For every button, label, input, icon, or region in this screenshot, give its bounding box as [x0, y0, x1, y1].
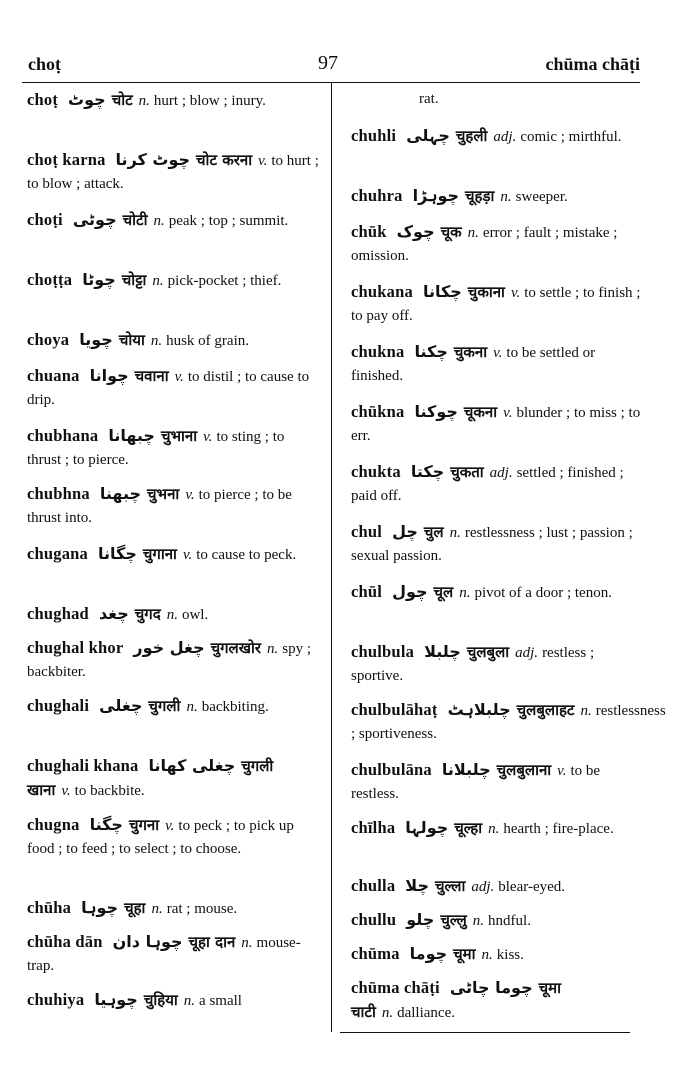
headword: chūha — [27, 898, 72, 917]
definition: comic ; mirthful. — [520, 129, 622, 145]
definition: to cause to peck. — [196, 547, 297, 563]
dictionary-entry — [27, 542, 319, 567]
urdu-form: چبھنا — [99, 484, 142, 503]
urdu-form: چوٹ — [68, 90, 106, 109]
footer-rule — [340, 1032, 630, 1033]
part-of-speech: n. — [150, 333, 163, 349]
dictionary-entry — [351, 184, 641, 209]
dictionary-entry — [27, 328, 319, 353]
definition: a small — [199, 993, 242, 1009]
definition: spy ; backbiter. — [27, 641, 312, 680]
hindi-form: चूमा — [453, 945, 476, 963]
urdu-form: چلبلانا — [441, 760, 491, 779]
part-of-speech: n. — [152, 273, 164, 289]
headword: choṭṭa — [27, 270, 73, 289]
part-of-speech: n. — [151, 901, 163, 917]
urdu-form: چوانا — [89, 366, 129, 385]
definition: restlessness ; sportiveness. — [351, 703, 666, 742]
definition: husk of grain. — [166, 333, 249, 349]
definition: settled ; finished ; paid off. — [351, 465, 624, 504]
dictionary-entry — [27, 813, 319, 861]
page-header — [0, 50, 677, 82]
part-of-speech: n. — [472, 913, 485, 929]
urdu-form: چویا — [79, 330, 113, 349]
urdu-form: چول — [392, 582, 428, 601]
hindi-form: चोट — [111, 91, 133, 109]
urdu-form: چبھانا — [108, 426, 155, 445]
hindi-form: चूहा — [124, 899, 146, 917]
dictionary-entry — [27, 424, 319, 472]
urdu-form: چوٹ کرنا — [115, 150, 191, 169]
urdu-form: چغلی — [99, 696, 143, 715]
continued-definition — [351, 88, 641, 111]
urdu-form: چوہا — [81, 898, 119, 917]
headword: chul — [351, 522, 383, 541]
dictionary-entry — [351, 280, 641, 328]
urdu-form: چوہیا — [94, 990, 138, 1009]
dictionary-entry — [27, 482, 319, 530]
dictionary-entry — [27, 148, 319, 196]
dictionary-entry — [27, 896, 319, 921]
part-of-speech: n. — [381, 1005, 394, 1021]
definition: hearth ; fire-place. — [503, 821, 614, 837]
definition: blunder ; to miss ; to err. — [351, 405, 641, 444]
hindi-form: चुल — [423, 523, 444, 541]
definition: hndful. — [488, 913, 531, 929]
urdu-form: چوما چاٹی — [449, 978, 533, 997]
hindi-form: चूहा दान — [188, 933, 236, 951]
headword: chugana — [27, 544, 89, 563]
hindi-form: चूक — [440, 223, 462, 241]
definition: rat ; mouse. — [166, 901, 238, 917]
headword: chulla — [351, 876, 396, 895]
part-of-speech: n. — [488, 821, 500, 837]
hindi-form: चुभना — [147, 485, 180, 503]
headword: chūha dān — [27, 932, 103, 951]
part-of-speech: v. — [185, 487, 195, 503]
part-of-speech: n. — [580, 703, 592, 719]
dictionary-entry — [27, 754, 319, 803]
dictionary-entry — [27, 930, 319, 978]
part-of-speech: n. — [267, 641, 279, 657]
urdu-form: چوہا دان — [112, 932, 183, 951]
urdu-form: چغد — [98, 604, 129, 623]
definition: blear-eyed. — [498, 879, 566, 895]
hindi-form: चुकना — [453, 343, 488, 361]
urdu-form: چلو — [406, 910, 435, 929]
definition: to be restless. — [351, 763, 601, 802]
urdu-form: چل — [392, 522, 418, 541]
headword: chuhli — [351, 126, 397, 145]
part-of-speech: n. — [153, 213, 165, 229]
part-of-speech: adj. — [471, 879, 495, 895]
hindi-form: चोया — [118, 331, 145, 349]
headword: chūma — [351, 944, 400, 963]
urdu-form: چکانا — [422, 282, 462, 301]
headword: choṭ karna — [27, 150, 106, 169]
headword: chukana — [351, 282, 413, 301]
dictionary-entry — [27, 208, 319, 233]
headword: chubhana — [27, 426, 99, 445]
hindi-form: चुभाना — [160, 427, 198, 445]
urdu-form: چغل خور — [133, 638, 205, 657]
urdu-form: چوٹی — [72, 210, 117, 229]
urdu-form: چوما — [409, 944, 448, 963]
dictionary-entry — [27, 636, 319, 684]
part-of-speech: adj. — [515, 645, 539, 661]
headword: chubhna — [27, 484, 90, 503]
hindi-form: चुगली — [148, 697, 181, 715]
hindi-form: चुगना — [128, 816, 160, 834]
part-of-speech: n. — [183, 993, 196, 1009]
dictionary-entry — [351, 874, 641, 899]
hindi-form: चुकता — [450, 463, 484, 481]
part-of-speech: v. — [182, 547, 193, 563]
headword: chulbula — [351, 642, 415, 661]
dictionary-entry — [351, 220, 641, 268]
hindi-form: चुहली — [455, 127, 488, 145]
definition: to distil ; to cause to drip. — [27, 369, 310, 408]
hindi-form: चूहड़ा — [465, 187, 495, 205]
hindi-form: चूकना — [463, 403, 498, 421]
part-of-speech: n. — [467, 225, 479, 241]
urdu-form: چوہڑا — [412, 186, 460, 205]
part-of-speech: n. — [459, 585, 471, 601]
part-of-speech: v. — [493, 345, 503, 361]
part-of-speech: n. — [241, 935, 253, 951]
left-guide-word: choṭ — [28, 54, 61, 74]
dictionary-entry — [351, 124, 641, 149]
headword: chuana — [27, 366, 80, 385]
definition: restless ; sportive. — [351, 645, 595, 684]
headword: chughad — [27, 604, 89, 623]
part-of-speech: adj. — [493, 129, 517, 145]
headword: chūma chāṭi — [351, 978, 440, 997]
headword: chulbulāna — [351, 760, 432, 779]
hindi-form: चवाना — [134, 367, 169, 385]
hindi-form: चोट्टा — [121, 271, 147, 289]
hindi-form: चुकाना — [467, 283, 505, 301]
definition: to backbite. — [74, 783, 145, 799]
dictionary-entry — [351, 520, 641, 568]
definition: pick-pocket ; thief. — [167, 273, 282, 289]
dictionary-entry — [351, 976, 641, 1025]
headword: chuhra — [351, 186, 403, 205]
urdu-form: چگانا — [98, 544, 137, 563]
part-of-speech: v. — [61, 783, 71, 799]
part-of-speech: v. — [174, 369, 184, 385]
dictionary-entry — [351, 400, 641, 448]
part-of-speech: v. — [203, 429, 213, 445]
headword: chukna — [351, 342, 405, 361]
headword: chuhiya — [27, 990, 85, 1009]
urdu-form: چوٹا — [82, 270, 116, 289]
hindi-form: चुल्लु — [440, 911, 467, 929]
headword: chūkna — [351, 402, 405, 421]
definition: mouse-trap. — [27, 935, 301, 974]
urdu-form: چغلی کھانا — [148, 756, 236, 775]
part-of-speech: v. — [258, 153, 268, 169]
hindi-form: चुगलखोर — [210, 639, 262, 657]
urdu-form: چکنا — [414, 342, 448, 361]
headword: chughali khana — [27, 756, 139, 775]
part-of-speech: n. — [449, 525, 461, 541]
hindi-form: चुगली खाना — [27, 757, 274, 799]
definition: to sting ; to thrust ; to pierce. — [27, 429, 285, 468]
definition: pivot of a door ; tenon. — [474, 585, 612, 601]
urdu-form: چکتا — [410, 462, 445, 481]
hindi-form: चुलबुलाहट — [516, 701, 575, 719]
definition: to be settled or finished. — [351, 345, 596, 384]
definition: dalliance. — [397, 1005, 455, 1021]
headword: chullu — [351, 910, 397, 929]
headword: chulbulāhaṭ — [351, 700, 438, 719]
dictionary-entry — [351, 698, 666, 746]
hindi-form: चूल — [433, 583, 454, 601]
part-of-speech: v. — [510, 285, 521, 301]
urdu-form: چگنا — [89, 815, 123, 834]
part-of-speech: n. — [166, 607, 178, 623]
urdu-form: چولہا — [405, 818, 449, 837]
hindi-form: चूमा चाटी — [351, 979, 561, 1021]
urdu-form: چلبلا — [424, 642, 461, 661]
part-of-speech: n. — [500, 189, 512, 205]
dictionary-entry — [351, 340, 641, 388]
part-of-speech: n. — [186, 699, 198, 715]
urdu-form: چہلی — [406, 126, 450, 145]
hindi-form: चुगद — [134, 605, 161, 623]
definition: peak ; top ; summit. — [168, 213, 289, 229]
headword: choṭi — [27, 210, 63, 229]
dictionary-entry — [27, 694, 319, 719]
part-of-speech: adj. — [489, 465, 513, 481]
part-of-speech: v. — [165, 818, 175, 834]
dictionary-entry — [27, 602, 319, 627]
hindi-form: चुल्ला — [434, 877, 466, 895]
right-guide-word: chūma chāṭi — [545, 54, 640, 74]
headword: chūl — [351, 582, 383, 601]
hindi-form: चुगाना — [142, 545, 177, 563]
urdu-form: چوکنا — [414, 402, 458, 421]
headword: chughali — [27, 696, 90, 715]
hindi-form: चूल्हा — [454, 819, 483, 837]
definition: to pierce ; to be thrust into. — [27, 487, 292, 526]
urdu-form: چوک — [396, 222, 435, 241]
hindi-form: चुलबुला — [466, 643, 510, 661]
page-number: 97 — [318, 52, 338, 74]
hindi-form: चुलबुलाना — [496, 761, 552, 779]
definition: sweeper. — [515, 189, 568, 205]
definition: hurt ; blow ; inury. — [153, 93, 266, 109]
dictionary-entry — [351, 908, 641, 933]
definition: to settle ; to finish ; to pay off. — [351, 285, 641, 324]
headword: chīlha — [351, 818, 396, 837]
column-divider — [331, 82, 332, 1032]
definition: kiss. — [496, 947, 524, 963]
part-of-speech: v. — [557, 763, 567, 779]
definition: error ; fault ; mistake ; omission. — [351, 225, 618, 264]
hindi-form: चुहिया — [143, 991, 178, 1009]
headword: choṭ — [27, 90, 59, 109]
hindi-form: चोट करना — [196, 151, 253, 169]
dictionary-entry — [351, 640, 641, 688]
dictionary-entry — [351, 942, 641, 967]
dictionary-entry — [351, 816, 641, 841]
urdu-form: چلا — [405, 876, 429, 895]
definition: restlessness ; lust ; passion ; sexual passion. — [351, 525, 633, 564]
hindi-form: चोटी — [122, 211, 148, 229]
definition: owl. — [181, 607, 209, 623]
part-of-speech: v. — [503, 405, 513, 421]
headword: chugna — [27, 815, 80, 834]
dictionary-entry — [351, 580, 641, 605]
part-of-speech: n. — [138, 93, 150, 109]
headword: chughal khor — [27, 638, 124, 657]
headword: chūk — [351, 222, 387, 241]
dictionary-entry — [27, 268, 319, 293]
urdu-form: چلبلاہٹ — [447, 700, 511, 719]
dictionary-entry — [27, 88, 319, 113]
dictionary-entry — [351, 758, 641, 806]
dictionary-entry — [351, 460, 641, 508]
dictionary-entry — [27, 364, 319, 412]
definition: rat. — [419, 91, 439, 107]
definition: backbiting. — [201, 699, 269, 715]
dictionary-entry — [27, 988, 319, 1013]
headword: chukta — [351, 462, 401, 481]
definition: to peck ; to pick up food ; to feed ; to select ; to choose. — [27, 818, 294, 857]
headword: choya — [27, 330, 70, 349]
part-of-speech: n. — [481, 947, 493, 963]
definition: to hurt ; to blow ; attack. — [27, 153, 319, 192]
